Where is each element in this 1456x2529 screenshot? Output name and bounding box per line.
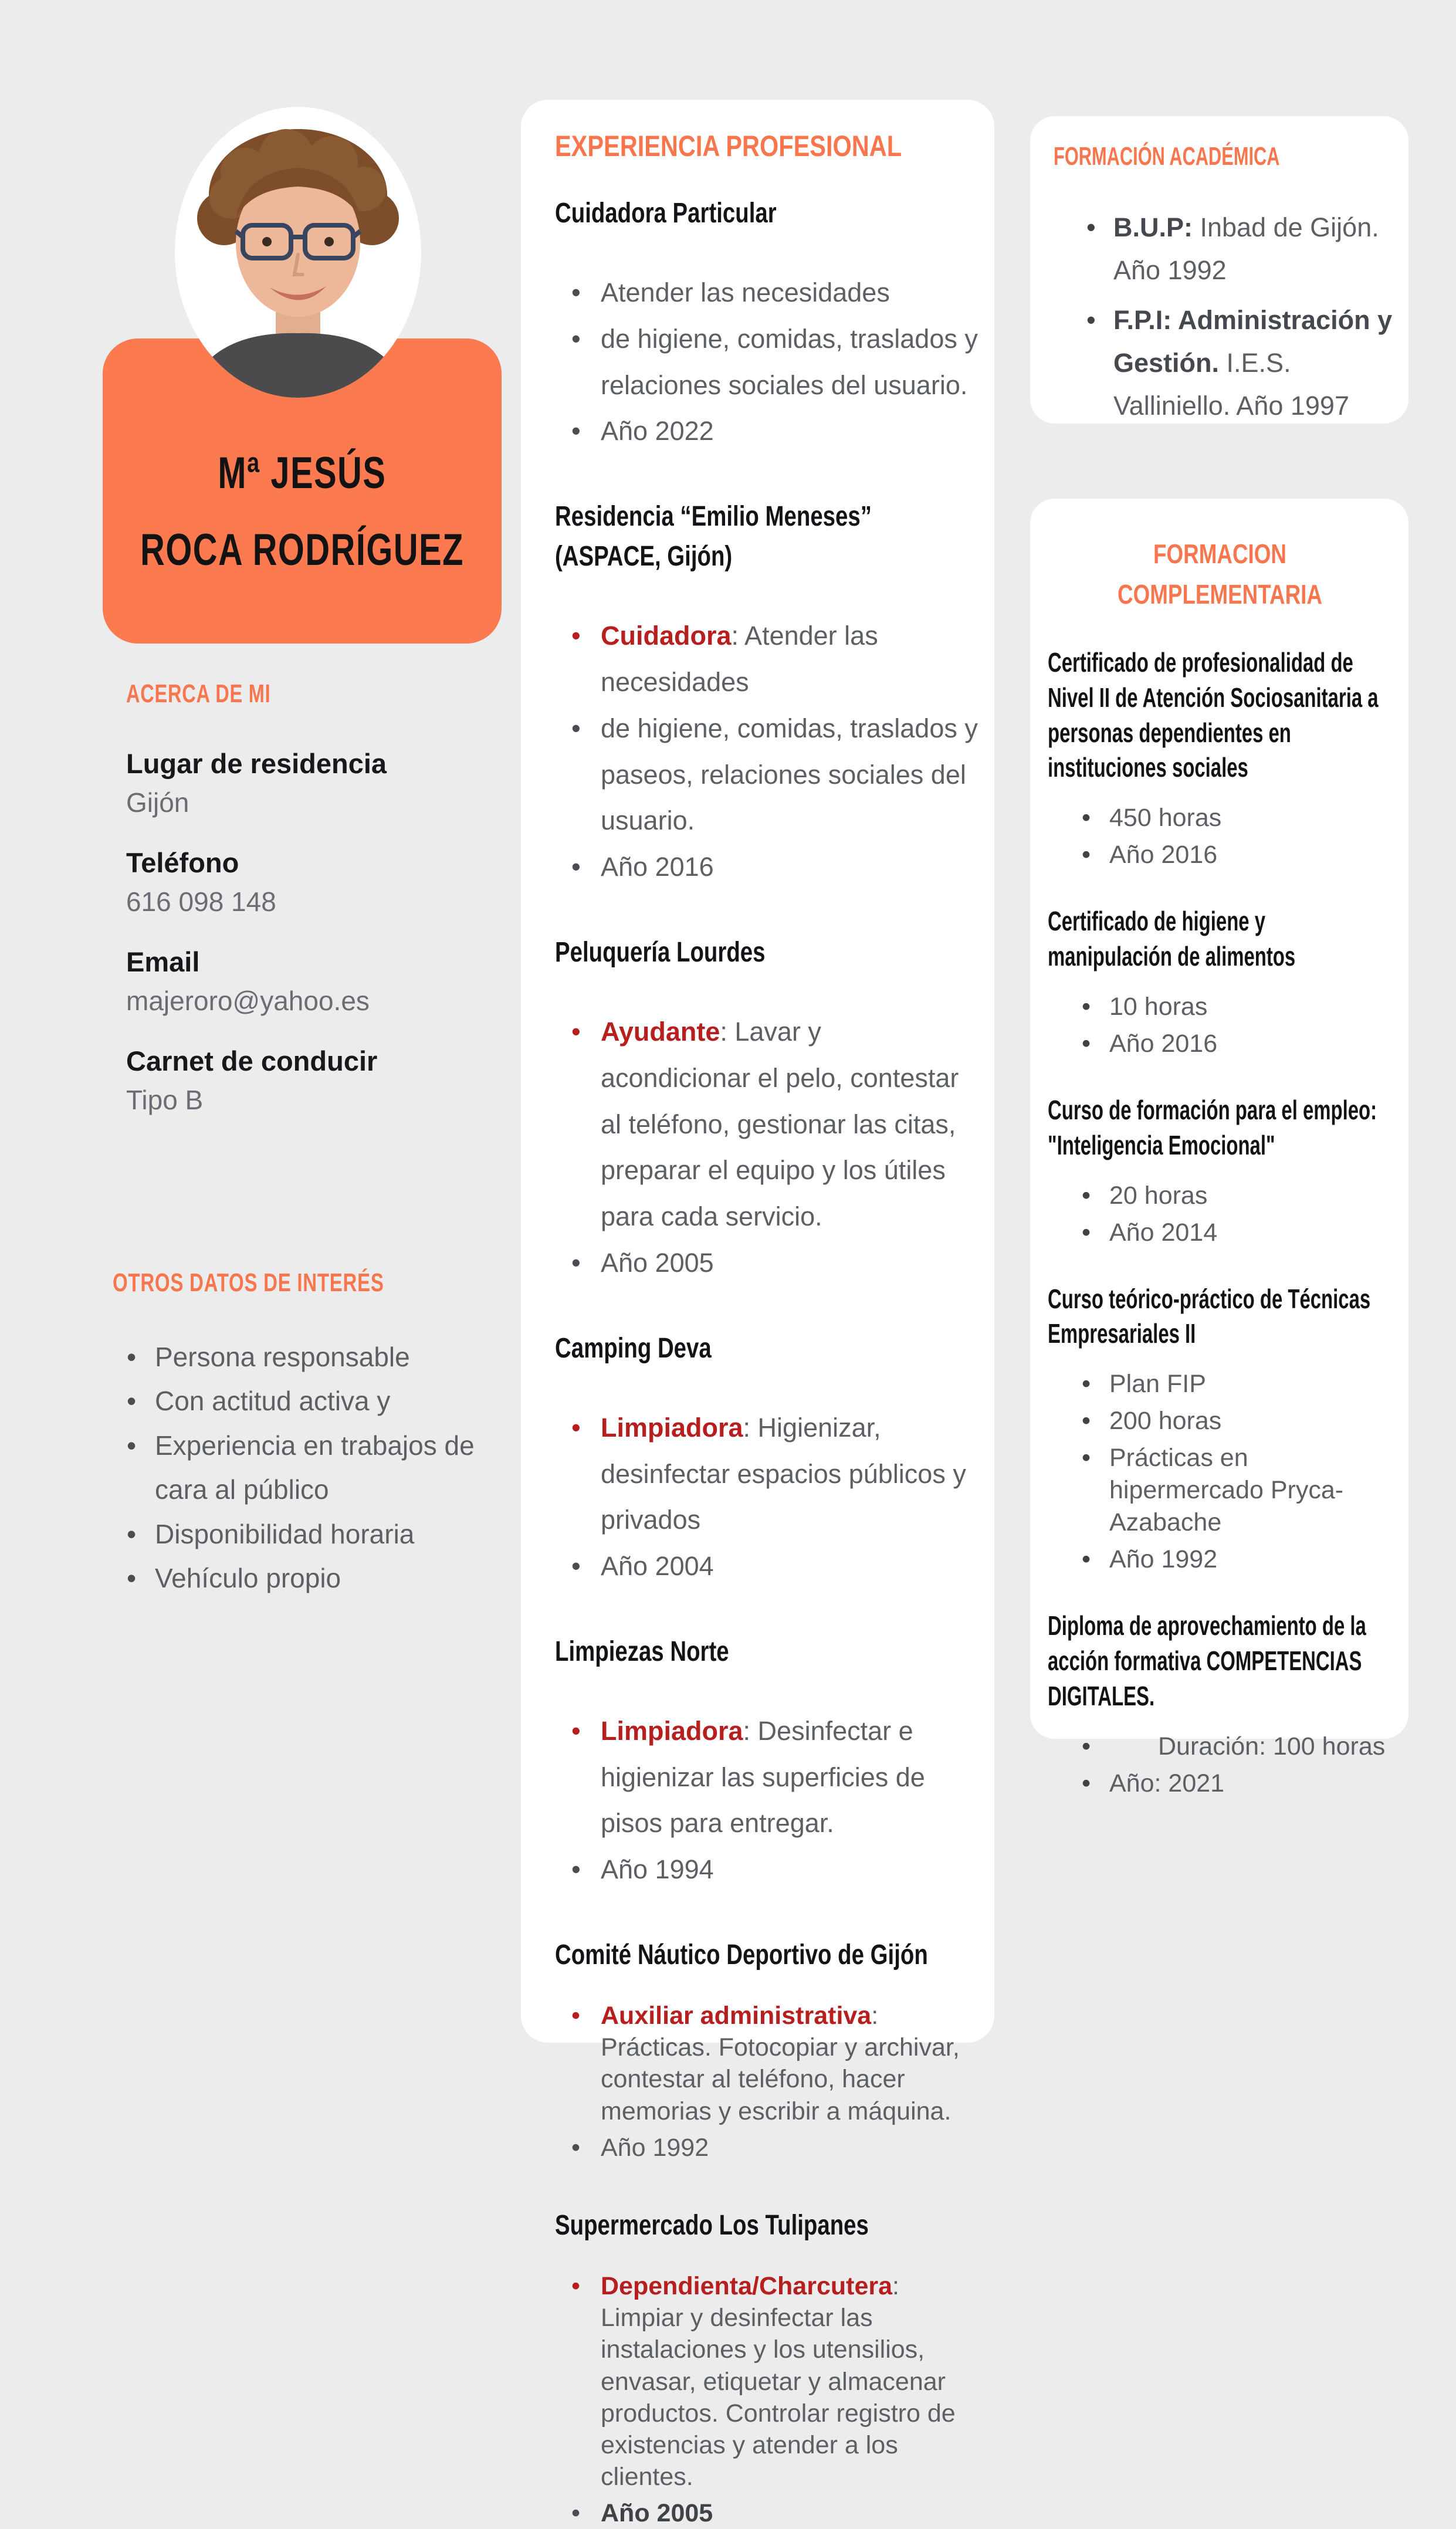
other-data-list bbox=[113, 1335, 517, 1601]
experience-bullet bbox=[555, 2497, 978, 2529]
other-data-section bbox=[113, 1268, 517, 1601]
education-item bbox=[1089, 206, 1393, 292]
experience-company: Cuidadora Particular bbox=[555, 198, 777, 229]
training-bullet-list bbox=[1048, 1731, 1392, 1800]
experience-bullet-list bbox=[555, 613, 978, 891]
avatar-eye-left bbox=[262, 237, 272, 246]
experience-company: Supermercado Los Tulipanes bbox=[555, 2209, 869, 2241]
education-list bbox=[1054, 206, 1393, 427]
role-label: Dependienta/Charcutera bbox=[601, 2272, 893, 2301]
other-data-item: • Disponibilidad horaria bbox=[113, 1512, 517, 1556]
role-label: Cuidadora bbox=[601, 621, 732, 651]
experience-bullet bbox=[555, 1009, 978, 1240]
training-bullet: • Prácticas en hipermercado Pryca-Azabache bbox=[1048, 1442, 1392, 1539]
bullet-text: : Lavar y acondicionar el pelo, contestar al teléfono, gestionar las citas, preparar el equipo y los útiles para cada servicio. bbox=[601, 1017, 959, 1232]
training-bullet: • Año 2016 bbox=[1048, 1028, 1392, 1060]
experience-bullet bbox=[555, 270, 978, 316]
experience-bullet-list bbox=[555, 1708, 978, 1893]
experience-bullet-list bbox=[555, 270, 978, 455]
about-fields bbox=[126, 747, 507, 1116]
about-field bbox=[126, 946, 507, 1017]
experience-bullet bbox=[555, 1543, 978, 1590]
education-item-bold: B.U.P: bbox=[1113, 212, 1193, 242]
about-field-value: 616 098 148 bbox=[126, 886, 276, 917]
training-blocks bbox=[1048, 645, 1392, 1800]
other-data-item: • Vehículo propio bbox=[113, 1556, 517, 1600]
bullet-text: de higiene, comidas, traslados y relaciones sociales del usuario. bbox=[601, 323, 978, 400]
bullet-text: : Atender las necesidades bbox=[601, 621, 878, 698]
training-bullet: • Año 2014 bbox=[1048, 1217, 1392, 1249]
training-course-title: Certificado de profesionalidad de Nivel II de Atención Sociosanitaria a personas dependientes en instituciones sociales bbox=[1048, 647, 1379, 783]
training-course-title: Curso de formación para el empleo: "Inteligencia Emocional" bbox=[1048, 1094, 1377, 1160]
bullet-text: : Desinfectar e higienizar las superficies de pisos para entregar. bbox=[601, 1715, 925, 1839]
role-label: Limpiadora bbox=[601, 1412, 743, 1443]
experience-company: Residencia “Emilio Meneses” (ASPACE, Gijón) bbox=[555, 501, 872, 573]
about-title: ACERCA DE MI bbox=[126, 679, 271, 708]
training-bullet: • Año 1992 bbox=[1048, 1543, 1392, 1576]
training-title-line2: COMPLEMENTARIA bbox=[1118, 579, 1322, 610]
training-bullet-list bbox=[1048, 991, 1392, 1060]
experience-bullet bbox=[555, 2000, 978, 2127]
bullet-text: Año 2022 bbox=[601, 416, 714, 446]
training-bullet: • 200 horas bbox=[1048, 1405, 1392, 1437]
experience-company: Camping Deva bbox=[555, 1332, 712, 1364]
name-line-1: Mª JESÚS bbox=[218, 448, 387, 498]
bullet-text: Año 1994 bbox=[601, 1854, 714, 1885]
education-card bbox=[1030, 116, 1408, 424]
training-course-title: Curso teórico-práctico de Técnicas Empresariales II bbox=[1048, 1283, 1371, 1349]
experience-company: Comité Náutico Deportivo de Gijón bbox=[555, 1939, 928, 1971]
experience-bullet bbox=[555, 1847, 978, 1893]
name-line-2: ROCA RODRÍGUEZ bbox=[140, 525, 464, 575]
bullet-text: : Prácticas. Fotocopiar y archivar, contestar al teléfono, hacer memorias y escribir a máquina. bbox=[601, 2002, 960, 2125]
bullet-text: Año 2005 bbox=[601, 2499, 713, 2528]
role-label: Auxiliar administrativa bbox=[601, 2002, 872, 2030]
experience-bullet bbox=[555, 408, 978, 455]
experience-entries bbox=[555, 194, 978, 2529]
about-field bbox=[126, 847, 507, 918]
experience-bullet bbox=[555, 1240, 978, 1286]
experience-bullet bbox=[555, 316, 978, 409]
experience-bullet bbox=[555, 2270, 978, 2493]
experience-bullet bbox=[555, 1708, 978, 1847]
bullet-text: Año 2005 bbox=[601, 1247, 714, 1278]
training-bullet: • 10 horas bbox=[1048, 991, 1392, 1023]
experience-bullet-list bbox=[555, 2270, 978, 2529]
bullet-text: : Limpiar y desinfectar las instalaciones y los utensilios, envasar, etiquetar y almacenar productos. Controlar registro de existencias y atender a los clientes. bbox=[601, 2272, 956, 2491]
other-data-item: • Experiencia en trabajos de cara al público bbox=[113, 1424, 517, 1512]
experience-bullet bbox=[555, 844, 978, 891]
education-item-bold: F.P.I: Administración y Gestión. bbox=[1113, 304, 1393, 378]
education-item-text: I.E.S. Valliniello. Año 1997 bbox=[1113, 347, 1349, 421]
education-title: FORMACIÓN ACADÉMICA bbox=[1054, 142, 1280, 171]
role-label: Ayudante bbox=[601, 1017, 720, 1047]
about-field-value: majeroro@yahoo.es bbox=[126, 986, 370, 1016]
experience-bullet bbox=[555, 706, 978, 844]
bullet-text: Año 1992 bbox=[601, 2133, 709, 2162]
role-label: Limpiadora bbox=[601, 1715, 743, 1746]
training-bullet: • Año: 2021 bbox=[1048, 1768, 1392, 1800]
training-bullet: • Año 2016 bbox=[1048, 839, 1392, 871]
training-bullet: • 450 horas bbox=[1048, 802, 1392, 834]
experience-bullet bbox=[555, 2132, 978, 2164]
training-course-title: Diploma de aprovechamiento de la acción formativa COMPETENCIAS DIGITALES. bbox=[1048, 1610, 1366, 1711]
about-field-value: Gijón bbox=[126, 787, 189, 818]
about-field bbox=[126, 1045, 507, 1116]
avatar-eye-right bbox=[324, 237, 334, 246]
avatar-illustration bbox=[175, 107, 421, 398]
training-bullet-list bbox=[1048, 1368, 1392, 1576]
experience-company: Limpiezas Norte bbox=[555, 1636, 729, 1667]
other-data-title: OTROS DATOS DE INTERÉS bbox=[113, 1268, 384, 1297]
education-item bbox=[1089, 299, 1393, 428]
about-field-label: Lugar de residencia bbox=[126, 748, 387, 779]
about-field-label: Carnet de conducir bbox=[126, 1045, 378, 1076]
bullet-text: : Higienizar, desinfectar espacios públicos y privados bbox=[601, 1412, 966, 1535]
bullet-text: Año 2016 bbox=[601, 852, 714, 882]
about-section bbox=[126, 679, 507, 1144]
about-field-label: Email bbox=[126, 946, 200, 977]
profile-photo bbox=[175, 107, 421, 398]
about-field-value: Tipo B bbox=[126, 1085, 204, 1115]
training-title bbox=[1082, 534, 1358, 615]
about-field bbox=[126, 747, 507, 818]
training-course-title: Certificado de higiene y manipulación de alimentos bbox=[1048, 906, 1296, 972]
experience-card bbox=[521, 100, 994, 2528]
bullet-text: Año 2004 bbox=[601, 1551, 714, 1582]
experience-bullet-list bbox=[555, 1405, 978, 1590]
experience-bullet bbox=[555, 1405, 978, 1543]
bullet-text: de higiene, comidas, traslados y paseos, relaciones sociales del usuario. bbox=[601, 713, 978, 836]
about-field-label: Teléfono bbox=[126, 847, 239, 878]
training-bullet-list bbox=[1048, 1180, 1392, 1249]
training-bullet: • Duración: 100 horas bbox=[1048, 1731, 1392, 1763]
experience-bullet-list bbox=[555, 2000, 978, 2164]
other-data-item: • Con actitud activa y bbox=[113, 1379, 517, 1423]
training-title-line1: FORMACION bbox=[1153, 539, 1286, 569]
experience-bullet bbox=[555, 613, 978, 706]
training-bullet: • 20 horas bbox=[1048, 1180, 1392, 1212]
training-card bbox=[1030, 499, 1408, 1797]
training-bullet-list bbox=[1048, 802, 1392, 871]
experience-company: Peluquería Lourdes bbox=[555, 936, 766, 968]
education-item-text: Inbad de Gijón. Año 1992 bbox=[1113, 212, 1379, 285]
experience-title: EXPERIENCIA PROFESIONAL bbox=[555, 130, 902, 162]
training-bullet: • Plan FIP bbox=[1048, 1368, 1392, 1400]
bullet-text: Atender las necesidades bbox=[601, 277, 890, 308]
other-data-item: • Persona responsable bbox=[113, 1335, 517, 1379]
experience-bullet-list bbox=[555, 1009, 978, 1286]
